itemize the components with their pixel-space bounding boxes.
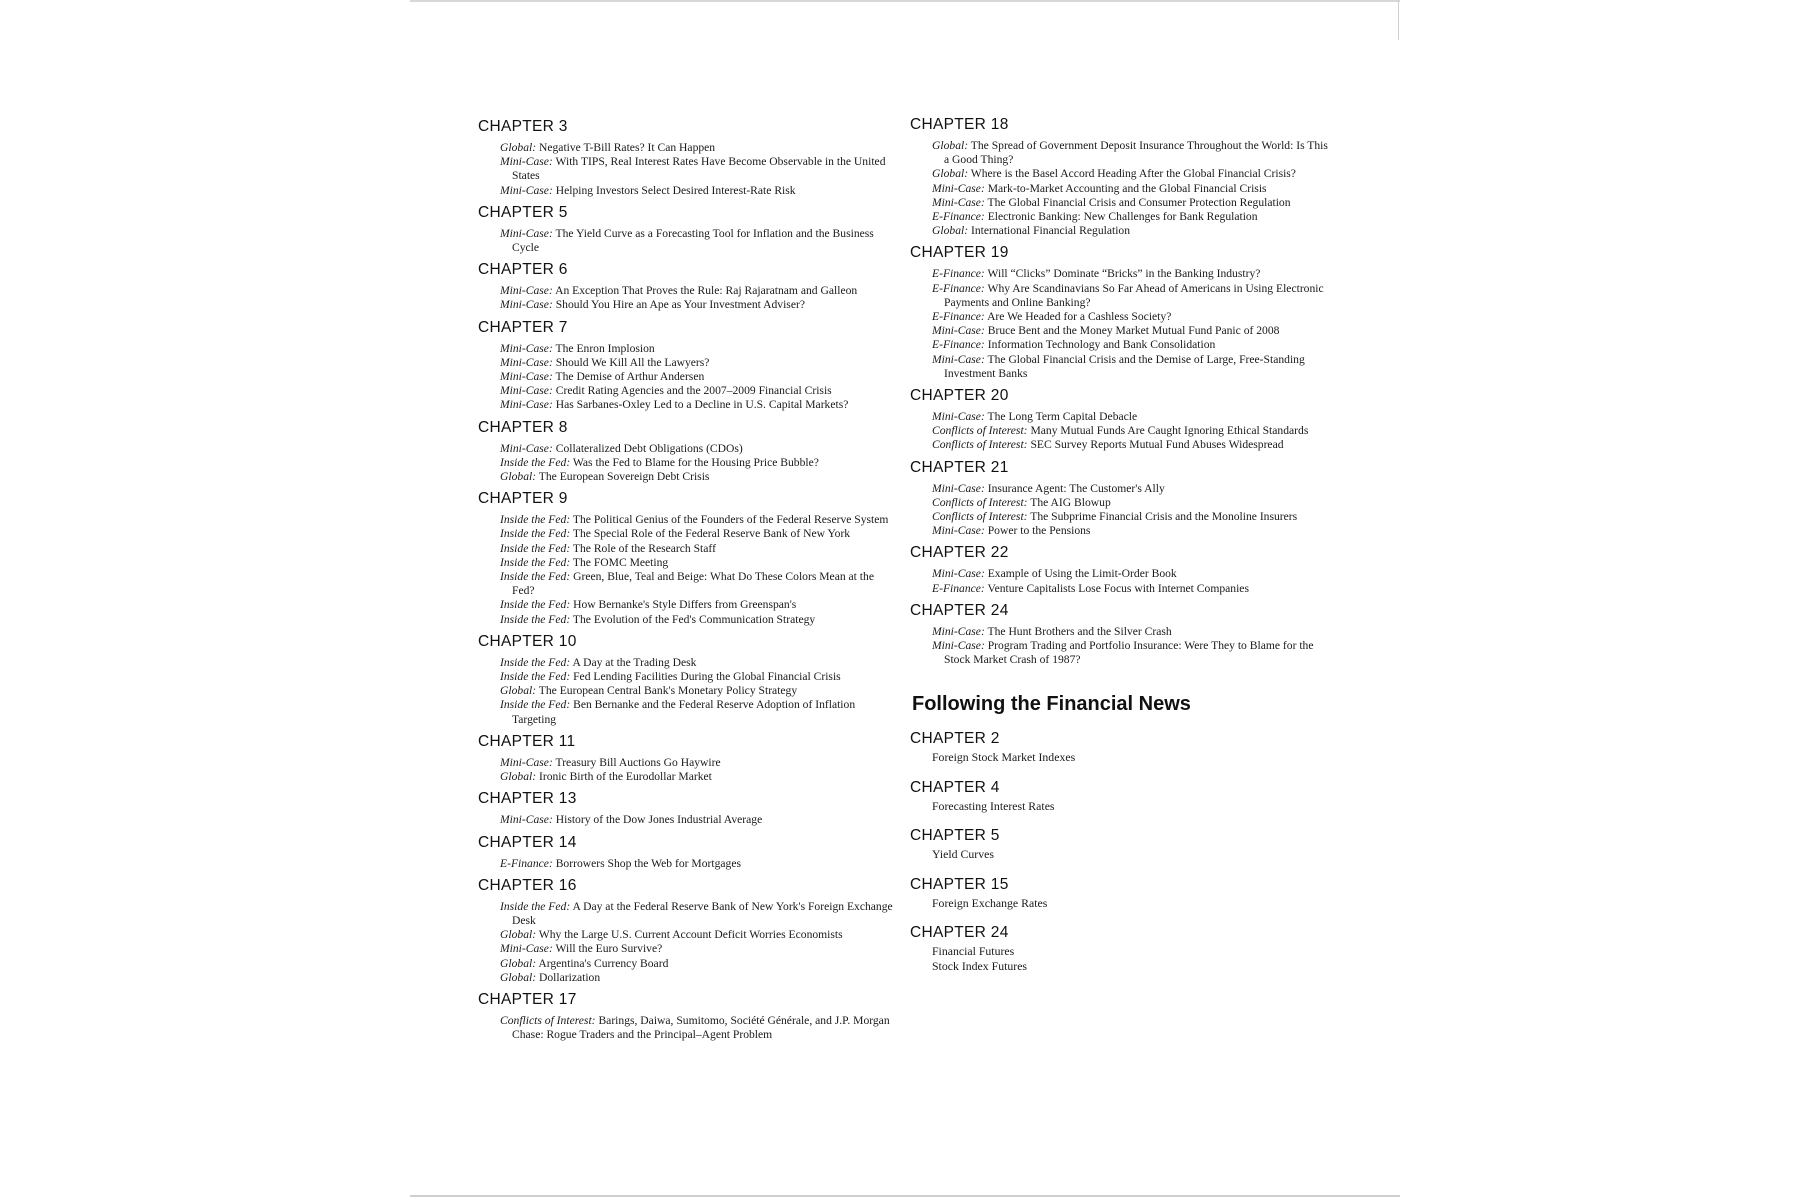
feature-category: Inside the Fed: [500, 555, 571, 569]
right-column-chapters [910, 116, 1330, 667]
feature-title: Credit Rating Agencies and the 2007–2009 Financial Crisis [555, 384, 832, 398]
news-item-list [932, 750, 1330, 765]
chapter-heading: CHAPTER 16 [478, 876, 577, 894]
feature-title: Insurance Agent: The Customer's Ally [987, 481, 1165, 495]
feature-list [500, 656, 898, 727]
feature-category: Global: [500, 770, 537, 784]
feature-category: Mini-Case: [500, 226, 553, 240]
feature-category: Inside the Fed: [500, 612, 571, 626]
feature-category: Mini-Case: [500, 183, 553, 197]
feature-title: Collateralized Debt Obligations (CDOs) [555, 441, 743, 455]
feature-title: The Evolution of the Fed's Communication Strategy [572, 612, 816, 626]
feature-title: Treasury Bill Auctions Go Haywire [555, 755, 721, 769]
feature-category: Mini-Case: [500, 813, 553, 827]
feature-title: Has Sarbanes-Oxley Led to a Decline in U.S. Capital Markets? [555, 398, 849, 412]
feature-entry [932, 196, 1330, 210]
feature-entry [932, 139, 1330, 167]
feature-title: A Day at the Federal Reserve Bank of New York's Foreign Exchange Desk [512, 899, 893, 927]
feature-title: Program Trading and Portfolio Insurance: Were They to Blame for the Stock Market Crash of 1987? [944, 639, 1314, 667]
feature-title: The Demise of Arthur Andersen [555, 370, 705, 384]
feature-title: Information Technology and Bank Consolidation [987, 338, 1216, 352]
feature-title: Ironic Birth of the Eurodollar Market [538, 770, 712, 784]
feature-title: The European Central Bank's Monetary Policy Strategy [538, 684, 798, 698]
feature-category: Global: [500, 141, 537, 154]
feature-entry [500, 384, 898, 398]
news-item: Yield Curves [932, 847, 994, 862]
chapter-heading: CHAPTER 5 [478, 203, 568, 221]
news-item-list [932, 896, 1330, 911]
feature-title: Should You Hire an Ape as Your Investment Adviser? [555, 298, 805, 312]
feature-entry [500, 184, 898, 198]
feature-entry [500, 442, 898, 456]
feature-category: Mini-Case: [500, 942, 553, 956]
feature-category: E-Finance: [932, 210, 985, 224]
feature-list [932, 139, 1330, 238]
news-item: Foreign Exchange Rates [932, 895, 1048, 910]
feature-category: Conflicts of Interest: [932, 495, 1028, 509]
feature-entry [932, 482, 1330, 496]
feature-category: Mini-Case: [932, 324, 985, 338]
feature-title: International Financial Regulation [970, 224, 1131, 238]
feature-entry [500, 613, 898, 627]
feature-list [932, 267, 1330, 381]
feature-list [500, 342, 898, 413]
news-chapter-heading: CHAPTER 15 [910, 875, 1009, 893]
feature-title: Dollarization [538, 970, 601, 984]
feature-title: Where is the Basel Accord Heading After the Global Financial Crisis? [970, 167, 1296, 181]
feature-category: Conflicts of Interest: [932, 424, 1028, 438]
feature-entry [500, 1014, 898, 1042]
feature-category: Inside the Fed: [500, 513, 571, 527]
feature-category: Global: [500, 956, 537, 970]
feature-entry [500, 813, 898, 827]
feature-title: An Exception That Proves the Rule: Raj Rajaratnam and Galleon [555, 284, 858, 298]
feature-category: Inside the Fed: [500, 670, 571, 684]
feature-entry [932, 338, 1330, 352]
page-bottom-edge [410, 1195, 1400, 1197]
feature-entry [500, 141, 898, 155]
news-item-list [932, 847, 1330, 862]
feature-category: Conflicts of Interest: [932, 510, 1028, 524]
feature-list [500, 756, 898, 784]
feature-entry [500, 598, 898, 612]
feature-list [500, 813, 898, 827]
feature-category: Mini-Case: [500, 398, 553, 412]
chapter-heading: CHAPTER 14 [478, 833, 577, 851]
feature-entry [932, 410, 1330, 424]
feature-entry [500, 527, 898, 541]
feature-title: Example of Using the Limit-Order Book [987, 567, 1177, 581]
feature-title: Was the Fed to Blame for the Housing Price Bubble? [572, 455, 819, 469]
feature-entry [932, 224, 1330, 238]
feature-title: Borrowers Shop the Web for Mortgages [555, 856, 741, 870]
feature-entry [500, 513, 898, 527]
feature-title: Will “Clicks” Dominate “Bricks” in the Banking Industry? [987, 267, 1261, 281]
feature-category: E-Finance: [932, 310, 985, 324]
feature-category: Global: [500, 928, 537, 942]
feature-entry [932, 438, 1330, 452]
feature-list [500, 442, 898, 485]
feature-list [500, 513, 898, 627]
feature-entry [932, 510, 1330, 524]
feature-title: The Role of the Research Staff [572, 541, 716, 555]
feature-entry [500, 227, 898, 255]
feature-category: Conflicts of Interest: [932, 438, 1028, 452]
feature-title: Barings, Daiwa, Sumitomo, Société Générale, and J.P. Morgan Chase: Rogue Traders and the Principal–Agent Problem [512, 1013, 890, 1042]
feature-title: The Hunt Brothers and the Silver Crash [987, 624, 1172, 638]
feature-entry [500, 684, 898, 698]
feature-entry [932, 324, 1330, 338]
chapter-heading: CHAPTER 3 [478, 118, 568, 135]
chapter-heading: CHAPTER 10 [478, 632, 577, 650]
feature-title: Bruce Bent and the Money Market Mutual Fund Panic of 2008 [987, 324, 1280, 338]
feature-title: Green, Blue, Teal and Beige: What Do These Colors Mean at the Fed? [512, 570, 874, 598]
feature-title: Why Are Scandinavians So Far Ahead of Americans in Using Electronic Payments and Online Banking? [944, 281, 1324, 309]
feature-title: Helping Investors Select Desired Interest-Rate Risk [555, 183, 796, 197]
feature-title: Negative T-Bill Rates? It Can Happen [538, 141, 716, 154]
feature-entry [932, 353, 1330, 381]
news-item-list [932, 799, 1330, 814]
feature-category: Mini-Case: [500, 384, 553, 398]
feature-title: The Subprime Financial Crisis and the Monoline Insurers [1030, 510, 1298, 524]
feature-title: The AIG Blowup [1030, 495, 1111, 509]
feature-entry [500, 670, 898, 684]
following-news-title: Following the Financial News [912, 693, 1191, 716]
feature-category: Inside the Fed: [500, 570, 571, 584]
feature-entry [500, 770, 898, 784]
feature-entry [500, 298, 898, 312]
feature-entry [500, 570, 898, 598]
feature-list [932, 625, 1330, 668]
chapter-heading: CHAPTER 20 [910, 387, 1009, 405]
feature-title: The Spread of Government Deposit Insurance Throughout the World: Is This a Good Thing? [944, 139, 1328, 167]
feature-category: Global: [500, 970, 537, 984]
right-column [910, 116, 1330, 987]
feature-title: Mark-to-Market Accounting and the Global Financial Crisis [987, 181, 1267, 195]
feature-entry [932, 639, 1330, 667]
feature-category: Mini-Case: [932, 624, 985, 638]
feature-category: Mini-Case: [932, 639, 985, 653]
chapter-heading: CHAPTER 19 [910, 244, 1009, 262]
news-item: Stock Index Futures [932, 958, 1028, 973]
feature-entry [500, 342, 898, 356]
feature-category: E-Finance: [932, 581, 985, 595]
chapter-heading: CHAPTER 17 [478, 990, 577, 1008]
news-item: Foreign Stock Market Indexes [932, 750, 1076, 765]
feature-entry [500, 542, 898, 556]
feature-category: Mini-Case: [500, 355, 553, 369]
feature-entry [500, 942, 898, 956]
feature-title: Will the Euro Survive? [555, 942, 663, 956]
feature-category: E-Finance: [932, 267, 985, 281]
feature-entry [932, 496, 1330, 510]
feature-category: Mini-Case: [932, 410, 985, 424]
feature-title: Fed Lending Facilities During the Global Financial Crisis [573, 670, 841, 684]
feature-list [500, 900, 898, 985]
feature-entry [500, 900, 898, 928]
feature-title: Many Mutual Funds Are Caught Ignoring Ethical Standards [1030, 424, 1309, 438]
feature-entry [500, 957, 898, 971]
feature-title: The Global Financial Crisis and Consumer Protection Regulation [987, 195, 1291, 209]
feature-title: Why the Large U.S. Current Account Deficit Worries Economists [538, 928, 843, 942]
feature-list [932, 567, 1330, 595]
feature-category: Mini-Case: [500, 298, 553, 312]
feature-entry [932, 524, 1330, 538]
feature-list [500, 857, 898, 871]
feature-entry [932, 424, 1330, 438]
feature-title: The Global Financial Crisis and the Demise of Large, Free-Standing Investment Banks [944, 352, 1305, 380]
feature-category: Mini-Case: [500, 370, 553, 384]
feature-title: SEC Survey Reports Mutual Fund Abuses Widespread [1030, 438, 1284, 452]
feature-title: Should We Kill All the Lawyers? [555, 355, 710, 369]
feature-category: Inside the Fed: [500, 527, 571, 541]
feature-category: E-Finance: [932, 338, 985, 352]
feature-entry [500, 356, 898, 370]
feature-title: The FOMC Meeting [572, 555, 669, 569]
feature-entry [500, 284, 898, 298]
feature-entry [500, 370, 898, 384]
feature-category: Mini-Case: [932, 181, 985, 195]
feature-category: Mini-Case: [500, 341, 553, 355]
feature-category: Inside the Fed: [500, 655, 571, 669]
feature-category: Mini-Case: [500, 284, 553, 298]
news-item: Financial Futures [932, 944, 1015, 959]
feature-entry [932, 182, 1330, 196]
feature-category: Global: [932, 224, 969, 238]
feature-category: Global: [500, 470, 537, 484]
chapter-heading: CHAPTER 9 [478, 490, 568, 508]
feature-entry [500, 398, 898, 412]
feature-title: Ben Bernanke and the Federal Reserve Adoption of Inflation Targeting [512, 698, 856, 726]
feature-title: With TIPS, Real Interest Rates Have Become Observable in the United States [512, 155, 886, 183]
feature-category: Mini-Case: [932, 524, 985, 538]
feature-title: The Political Genius of the Founders of the Federal Reserve System [572, 513, 889, 527]
feature-list [500, 141, 898, 198]
feature-category: Global: [932, 139, 969, 152]
feature-category: Inside the Fed: [500, 899, 571, 913]
news-chapter-heading: CHAPTER 5 [910, 827, 1000, 845]
feature-title: The European Sovereign Debt Crisis [538, 470, 710, 484]
feature-title: The Long Term Capital Debacle [987, 410, 1138, 424]
feature-list [500, 284, 898, 312]
feature-entry [932, 282, 1330, 310]
following-news-list [910, 730, 1330, 973]
feature-category: Global: [932, 167, 969, 181]
feature-entry [932, 310, 1330, 324]
left-column [478, 118, 898, 1048]
news-chapter-heading: CHAPTER 24 [910, 924, 1009, 942]
chapter-heading: CHAPTER 8 [478, 418, 568, 436]
chapter-heading: CHAPTER 11 [478, 732, 576, 750]
feature-category: Inside the Fed: [500, 455, 571, 469]
feature-title: Power to the Pensions [987, 524, 1091, 538]
page-right-edge [1398, 0, 1399, 40]
feature-entry [500, 756, 898, 770]
feature-category: Mini-Case: [932, 567, 985, 581]
feature-entry [500, 928, 898, 942]
feature-entry [500, 556, 898, 570]
feature-category: Mini-Case: [932, 352, 985, 366]
feature-entry [932, 167, 1330, 181]
feature-title: How Bernanke's Style Differs from Greenspan's [573, 598, 797, 612]
news-chapter-heading: CHAPTER 4 [910, 778, 1000, 796]
feature-list [932, 410, 1330, 453]
news-item: Forecasting Interest Rates [932, 798, 1055, 813]
feature-entry [500, 155, 898, 183]
feature-title: Argentina's Currency Board [538, 956, 669, 970]
feature-title: History of the Dow Jones Industrial Average [555, 813, 763, 827]
feature-category: E-Finance: [500, 856, 553, 870]
feature-entry [932, 625, 1330, 639]
feature-entry [932, 582, 1330, 596]
chapter-heading: CHAPTER 18 [910, 116, 1009, 133]
chapter-heading: CHAPTER 22 [910, 544, 1009, 562]
feature-category: Mini-Case: [932, 481, 985, 495]
feature-entry [500, 456, 898, 470]
feature-category: Mini-Case: [932, 195, 985, 209]
feature-category: Mini-Case: [500, 441, 553, 455]
chapter-heading: CHAPTER 6 [478, 261, 568, 279]
chapter-heading: CHAPTER 7 [478, 318, 568, 336]
news-item-list [932, 944, 1330, 973]
feature-list [932, 482, 1330, 539]
feature-category: Inside the Fed: [500, 598, 571, 612]
feature-title: Venture Capitalists Lose Focus with Internet Companies [987, 581, 1249, 595]
feature-category: Mini-Case: [500, 755, 553, 769]
chapter-heading: CHAPTER 13 [478, 790, 577, 808]
feature-category: Inside the Fed: [500, 541, 571, 555]
feature-category: Global: [500, 684, 537, 698]
feature-category: Conflicts of Interest: [500, 1013, 596, 1027]
feature-title: Electronic Banking: New Challenges for Bank Regulation [987, 210, 1258, 224]
feature-entry [932, 567, 1330, 581]
feature-entry [500, 656, 898, 670]
feature-title: A Day at the Trading Desk [572, 655, 697, 669]
feature-entry [932, 210, 1330, 224]
feature-category: E-Finance: [932, 281, 985, 295]
feature-list [500, 227, 898, 255]
chapter-heading: CHAPTER 21 [910, 458, 1009, 476]
feature-entry [500, 971, 898, 985]
feature-entry [932, 267, 1330, 281]
feature-category: Inside the Fed: [500, 698, 571, 712]
chapter-heading: CHAPTER 24 [910, 601, 1009, 619]
feature-entry [500, 470, 898, 484]
feature-category: Mini-Case: [500, 155, 553, 169]
feature-title: The Yield Curve as a Forecasting Tool for Inflation and the Business Cycle [512, 226, 874, 255]
page-top-edge [410, 0, 1400, 2]
feature-entry [500, 698, 898, 726]
feature-title: The Enron Implosion [555, 341, 655, 355]
news-chapter-heading: CHAPTER 2 [910, 730, 1000, 748]
feature-title: The Special Role of the Federal Reserve Bank of New York [572, 527, 851, 541]
feature-entry [500, 857, 898, 871]
feature-list [500, 1014, 898, 1042]
feature-title: Are We Headed for a Cashless Society? [987, 310, 1172, 324]
